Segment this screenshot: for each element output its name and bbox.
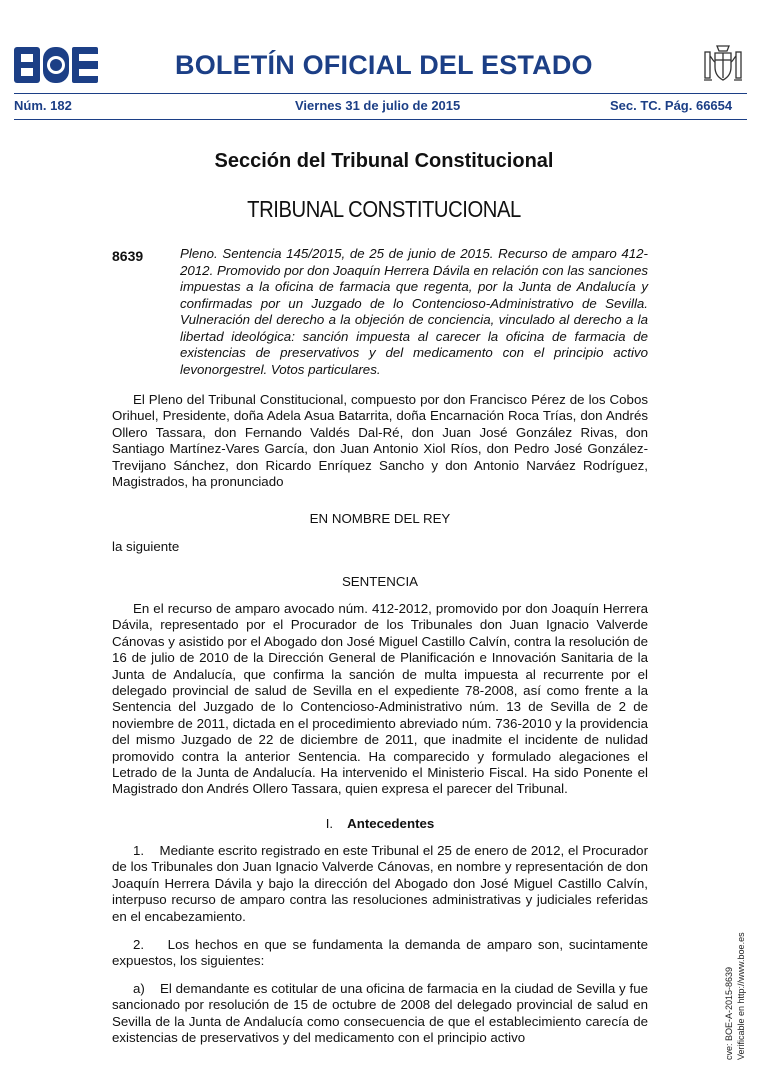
- section-title: Sección del Tribunal Constitucional: [214, 150, 554, 172]
- coat-of-arms-icon: [700, 40, 746, 86]
- court-title: TRIBUNAL CONSTITUCIONAL: [247, 196, 521, 222]
- sentencia-heading: SENTENCIA: [341, 574, 419, 589]
- sentencia-paragraph: En el recurso de amparo avocado núm. 412-2012, promovido por don Joaquín Herrera Dávila, representado por el Procurador de los Tribunales don Juan Ignacio Valverde Cánovas y asistido por el Abogado don José Miguel Castillo Calvín, contra la resolución de 16 de julio de 2010 de la Dirección General de Planificación e Innovación Sanitaria de la Junta de Andalucía, que confirma la sanción de multa impuesta al recurrente por el delegado provincial de salud de Sevilla en el expediente 78-2008, así como frente a la Sentencia del Juzgado de lo Contencioso-Administrativo núm. 13 de Sevilla de 2 de noviembre de 2011, dictada en el procedimiento abreviado núm. 736-2010 y la providencia del mismo Juzgado de 22 de diciembre de 2011, que inadmite el incidente de nulidad promovido contra la anterior Sentencia. Ha comparecido y formulado alegaciones el Letrado de la Junta de Andalucía. Ha intervenido el Ministerio Fiscal. Ha sido Ponente el Magistrado don Andrés Ollero Tassara, quien expresa el parecer del Tribunal.: [112, 601, 648, 797]
- cve-verification-note: [723, 932, 747, 1060]
- cve-code: cve: BOE-A-2015-8639: [724, 966, 734, 1060]
- gazette-title: BOLETÍN OFICIAL DEL ESTADO: [175, 50, 593, 80]
- header-rule-bottom: [14, 119, 747, 120]
- antecedentes-heading: [112, 816, 648, 831]
- issue-number: Núm. 182: [14, 98, 72, 113]
- issue-date: Viernes 31 de julio de 2015: [295, 98, 461, 113]
- paragraph-2: 2. Los hechos en que se fundamenta la demanda de amparo son, sucintamente expuestos, los siguientes:: [112, 937, 648, 969]
- paragraph-a: a) El demandante es cotitular de una oficina de farmacia en la ciudad de Sevilla y fue sancionado por resolución de 15 de octubre de 2008 del delegado provincial de salud en Sevilla de la Junta de Andalucía como consecuencia de que el establecimiento carecía de existencias de preservativos y del medicamento con el principio activo: [112, 981, 648, 1046]
- king-heading: EN NOMBRE DEL REY: [309, 511, 451, 526]
- section-page: Sec. TC. Pág. 66654: [610, 98, 733, 113]
- ruling-summary: Pleno. Sentencia 145/2015, de 25 de junio de 2015. Recurso de amparo 412-2012. Promovido por don Joaquín Herrera Dávila en relación con las sanciones impuestas a la oficina de farmacia que regenta, por la Junta de Andalucía y confirmadas por un Juzgado de lo Contencioso-Administrativo de Sevilla. Vulneración del derecho a la objeción de conciencia, vinculado al derecho a la libertad ideológica: sanción impuesta al carecer la oficina de farmacia de existencias de preservativos y del medicamento con el principio activo levonorgestrel. Votos particulares.: [180, 246, 648, 377]
- header-rule-top: [14, 93, 747, 94]
- paragraph-1: 1. Mediante escrito registrado en este Tribunal el 25 de enero de 2012, el Procurador de los Tribunales don Juan Ignacio Valverde Cánovas, en nombre y representación de don Joaquín Herrera Dávila y bajo la dirección del Abogado don José Miguel Castillo Calvín, interpuso recurso de amparo contra las resoluciones administrativas y judiciales referidas en el encabezamiento.: [112, 843, 648, 924]
- antecedentes-roman: I.: [325, 816, 334, 831]
- boe-logo: [14, 47, 98, 83]
- cve-verification-url: Verificable en http://www.boe.es: [736, 932, 746, 1060]
- reference-number: 8639: [112, 248, 144, 264]
- intro-paragraph: El Pleno del Tribunal Constitucional, compuesto por don Francisco Pérez de los Cobos Orihuel, Presidente, doña Adela Asua Batarrita, doña Encarnación Roca Trías, don Andrés Ollero Tassara, don Fernando Valdés Dal-Ré, don Juan José González Rivas, don Santiago Martínez-Vares García, don Juan Antonio Xiol Ríos, don Pedro José González-Trevijano Sánchez, don Ricardo Enríquez Sancho y don Antonio Narváez Rodríguez, Magistrados, ha pronunciado: [112, 392, 648, 490]
- la-siguiente: la siguiente: [112, 539, 180, 554]
- antecedentes-title: Antecedentes: [347, 816, 435, 831]
